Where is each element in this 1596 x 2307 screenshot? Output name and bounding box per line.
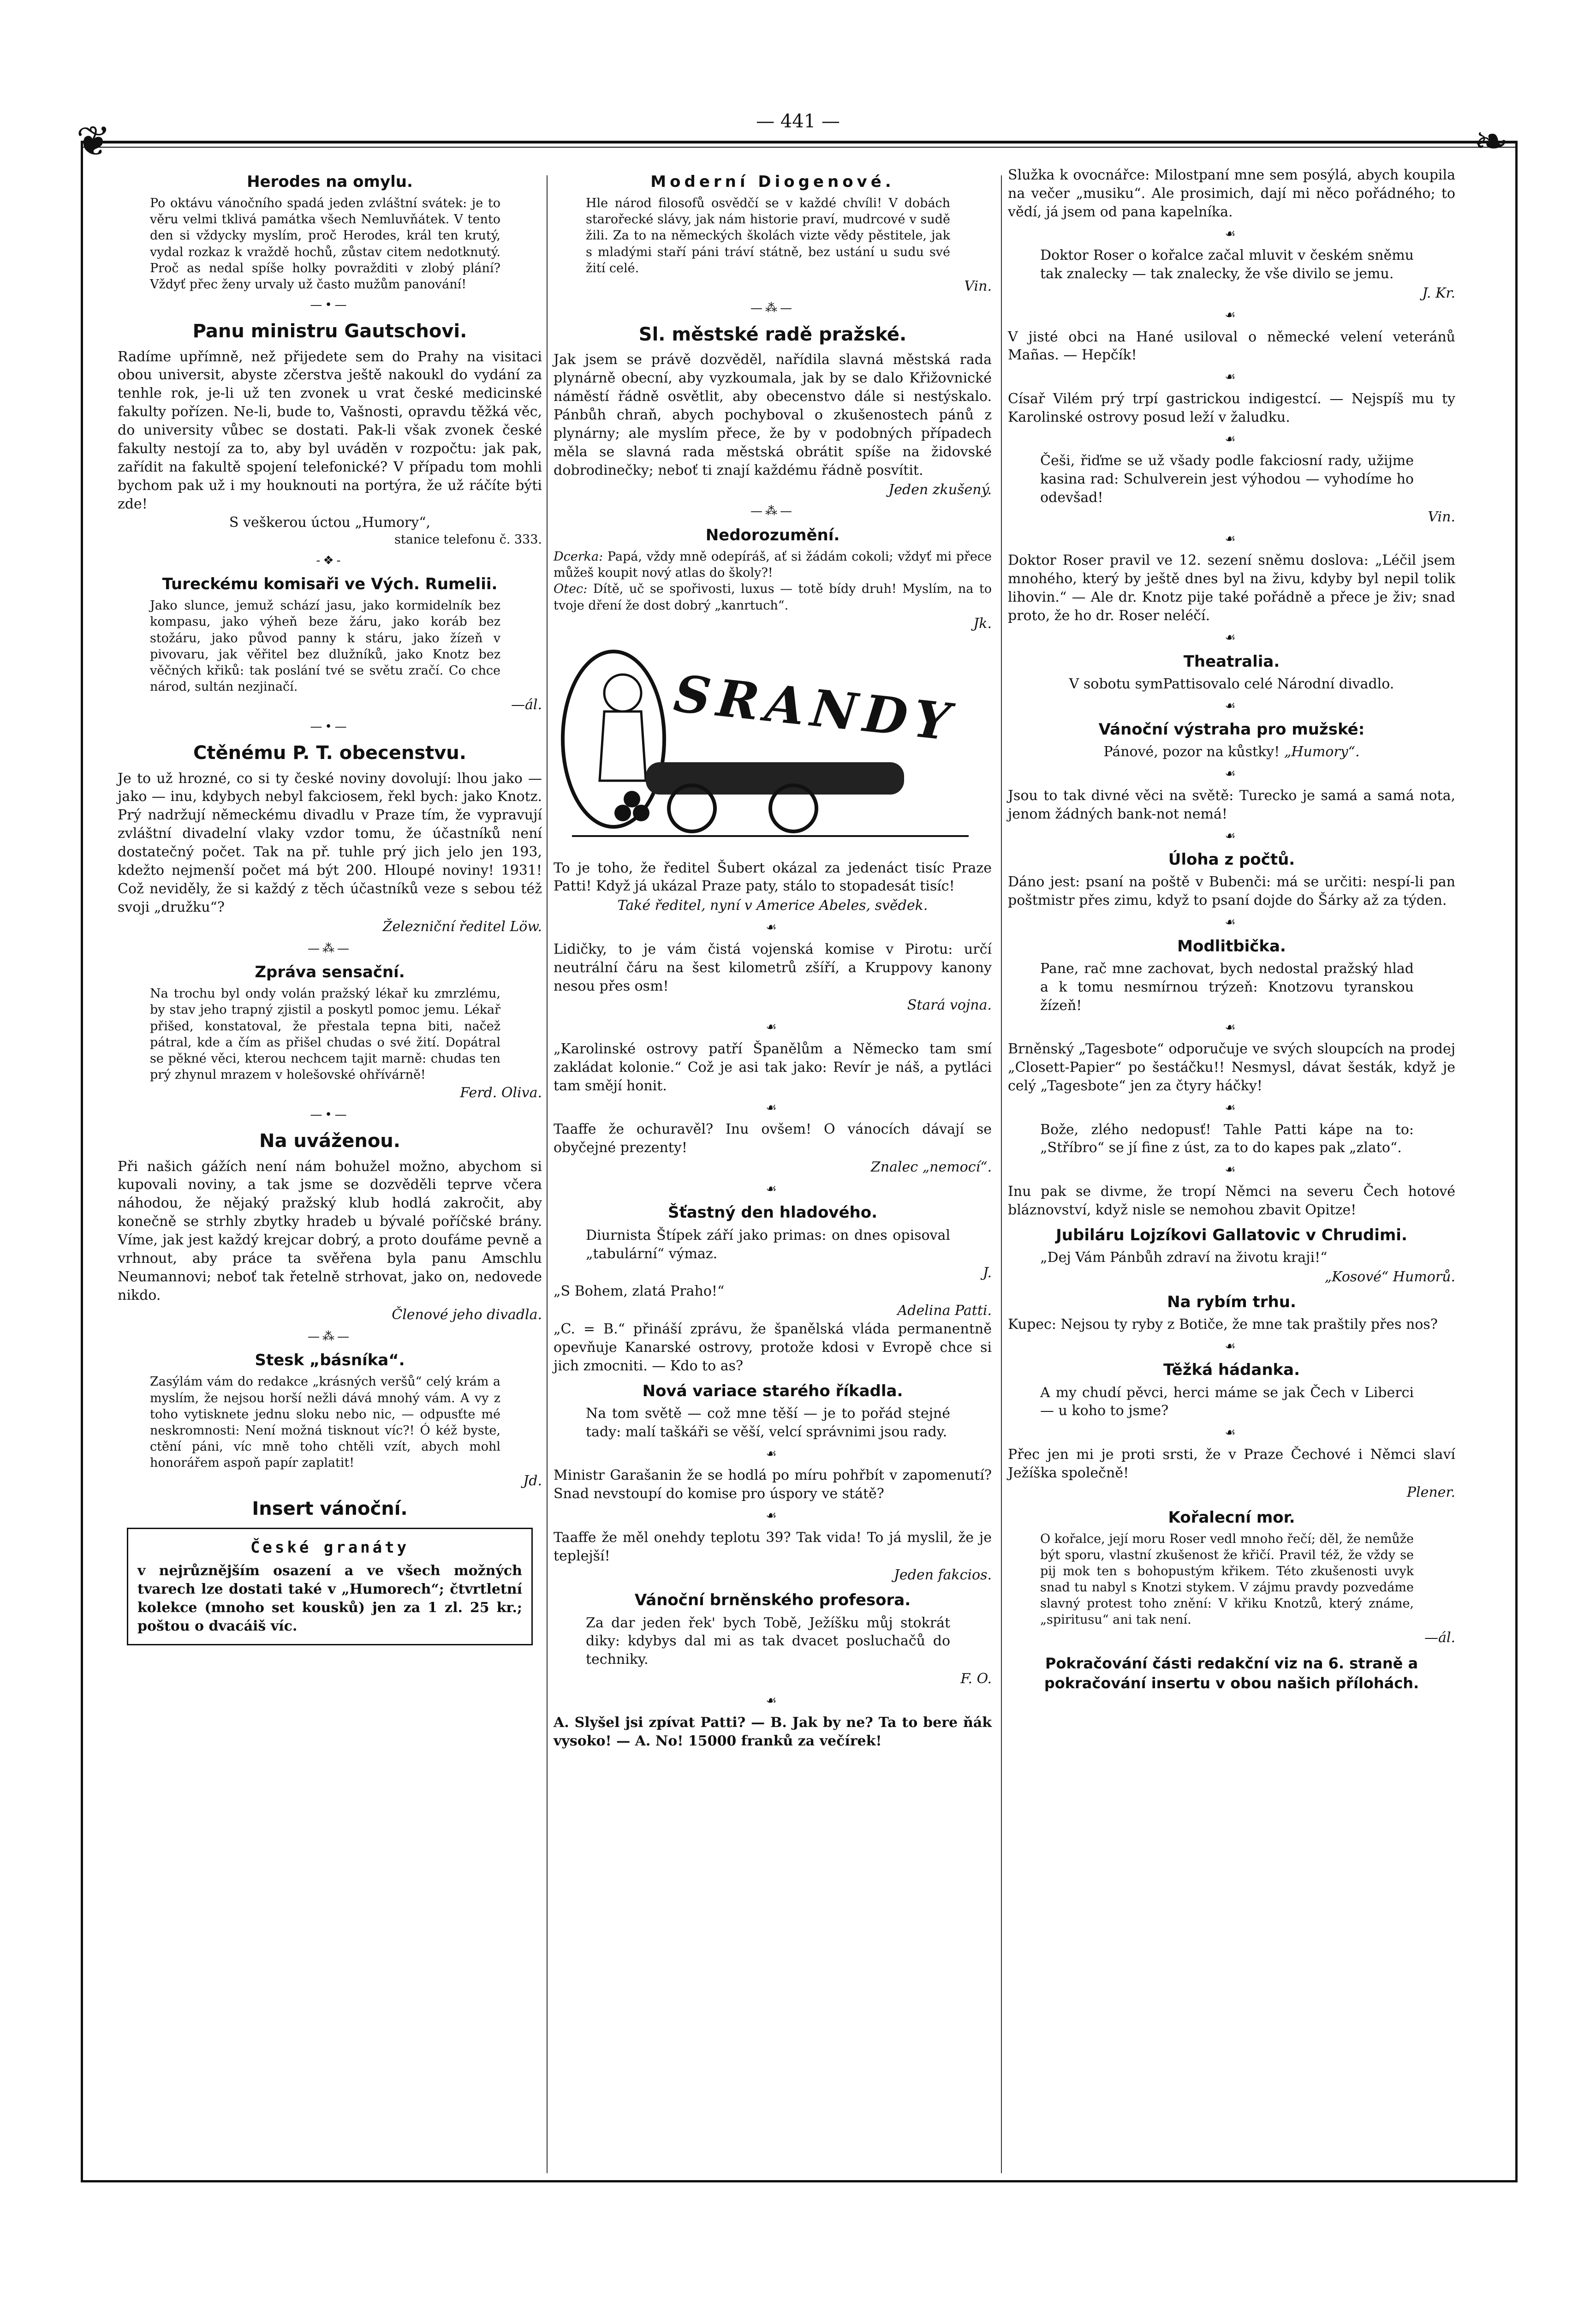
ornament-divider: ☙ [1225,1426,1239,1440]
ornament-divider: ☙ [766,920,780,935]
ornament-divider: ☙ [1225,532,1239,546]
ornament-divider: ☙ [1225,308,1239,322]
article-text: To je toho, že ředitel Šubert okázal za jedenáct tisíc Praze Patti! Když já ukázal Praze paty, stálo to stopadesát tisíc! [554,860,992,895]
article-text-part: Pánové, pozor na kůstky! [1103,744,1280,760]
page-frame-top-inner [81,147,1518,148]
page-frame-bottom [81,2180,1518,2182]
ornament-divider: -❖- [316,553,344,568]
article-text: Při našich gážích není nám bohužel možno, abychom si kupovali noviny, a tak jsme se dozvěděli teprve včera náhodou, že nějaký pražský klub hodlá zakročit, aby konečně se strhly zbytky hradeb u bývalé poříčské brány. Víme, jak jest každý krejcar dobrý, a proto doufáme pevně a vrhnout, aby práce ta svěřena byla panu Amschlu Neumannovi; neboť tak řetelně strhovat, jako on, nedovede nikdo. [118,1158,542,1303]
ornament-divider: ☙ [766,1446,780,1461]
article-heading: Kořalecní mor. [1168,1508,1295,1527]
corner-ornament-icon: ❧ [1474,117,1509,166]
advert-box [127,1528,533,1645]
signature: J. [983,1265,992,1281]
article-text: Taaffe že měl onehdy teplotu 39? Tak vida! To já myslil, že je teplejší! [554,1529,992,1564]
continuation-note: Pokračování části redakční viz na 6. straně a pokračování insertu v obou našich přílohách. [1044,1655,1419,1692]
signature: Stará vojna. [907,997,992,1014]
article-text: Přec jen mi je proti srsti, že v Praze Čechové i Němci slaví Ježíška společně! [1008,1446,1455,1481]
page-frame-left [81,141,83,2180]
article-heading: Stesk „básníka“. [255,1351,405,1370]
article-text: Doktor Roser pravil ve 12. sezení sněmu doslova: „Léčil jsem mnohého, který by ještě dnes byl na živu, kdyby byl nepil tolik lihovin.“ — Ale dr. Knotz pije také pořádně a přece je živ; snad proto, že ho dr. Roser neléčí. [1008,552,1455,624]
ornament-divider: ☙ [1225,630,1239,645]
signature: —ál. [1424,1630,1455,1646]
signature: Jd. [523,1472,542,1489]
illustration-srandy [554,642,992,850]
article-text: Císař Vilém prý trpí gastrickou indigestcí. — Nejspíš mu ty Karolinské ostrovy posud leží v žaludku. [1008,390,1455,425]
ornament-divider: ☙ [766,1182,780,1196]
speaker-label: Dcerka: [554,550,603,564]
ornament-divider: ☙ [766,1100,780,1115]
article-heading: Nedorozumění. [705,526,840,545]
article-heading: Vánoční brněnského profesora. [634,1591,911,1610]
ornament-divider: ☙ [1225,1100,1239,1115]
signature: Vin. [964,278,992,294]
article-text: „S Bohem, zlatá Praho!“ [554,1283,725,1300]
ornament-divider: —⁂— [308,941,352,956]
signature: Ferd. Oliva. [460,1084,542,1101]
article-heading: Jubiláru Lojzíkovi Gallatovic v Chrudimi. [1056,1225,1407,1244]
ornament-divider: —⁂— [750,301,795,315]
poem: Na tom světě — což mne těší — je to pořád stejné tady: malí taškáři se věší, velcí správnimi jsou rady. [586,1405,950,1440]
ornament-divider: ☙ [1225,767,1239,781]
dialogue-line [554,549,992,581]
ornament-divider: ☙ [766,1020,780,1034]
page-frame-right [1515,141,1518,2180]
column-2 [554,166,992,1751]
article-heading: Modlitbička. [1177,937,1286,956]
article-heading: Ctěnému P. T. obecenstvu. [193,742,466,764]
article-text: V jisté obci na Hané usiloval o německé velení veteránů Mañas. — Hepčík! [1008,329,1455,364]
article-heading: Insert vánoční. [252,1498,408,1519]
article-text: Radíme upřímně, než přijedete sem do Prahy na visitaci obou universit, abyste zčerstva ještě nakoukl do vydání za tenhle rok, je-li už ten zvonek u vrat české medicinské fakulty pořízen. Ne-li, bude to, Vašnosti, opravdu těžká věc, do university vůbec se dostati. Pak-li však zvonek české fakulty nestojí za to, aby byl uváděn v rozpočtu: jak pak, zařídit na fakultě spojení telefonické? V případu tom mohli bychom pak už i my houknouti na portýra, že už ráčíte býti zde! [118,348,542,512]
article-text: Služka k ovocnářce: Milostpaní mne sem posýlá, abych koupila na večer „musiku“. Ale prosimich, dají mi něco pořádného; to vědí, já jsem od pana kapelníka. [1008,167,1455,220]
article-text: A. Slyšel jsi zpívat Patti? — B. Jak by ne? Ta to bere ňák vysoko! — A. No! 15000 franků za večírek! [554,1714,992,1749]
article-heading: Těžká hádanka. [1163,1361,1300,1380]
column-3 [1008,166,1455,1693]
article-heading: Moderní Diogenové. [650,173,895,191]
dialogue-text: Dítě, uč se spořivosti, luxus — totě bídy druh! Myslím, na to tvoje dření že dost dobrý „kanrtuch“. [554,582,992,613]
signature: F. O. [960,1671,992,1687]
signature: —ál. [511,696,542,713]
ornament-divider: ☙ [1225,1339,1239,1353]
ornament-divider: ☙ [1225,915,1239,930]
article-text: Dáno jest: psaní na poště v Bubenči: má se určiti: nespí-li pan poštmistr přes zimu, když to psaní dojde do Šárky až za týden. [1008,874,1455,909]
signature: „Humory“. [1284,744,1360,760]
poem: Hle národ filosofů osvědčí se v každé chvíli! V dobách starořecké slávy, jak nám historie praví, mudrcové v sudě žili. Za to na německých školách vizte vědy pěstitele, jak s mladými staří páni tráví státně, bez ustání u sudu své žití celé. [586,196,950,275]
ornament-divider: —⁂— [308,1329,352,1344]
ornament-divider: ☙ [1225,829,1239,843]
page-number: — 441 — [756,111,840,132]
corner-ornament-icon: ❦ [76,117,111,166]
dialogue-text: Papá, vždy mně odepíráš, ať si žádám cokoli; vždyť mi přece můžeš koupit nový atlas do školy?! [554,550,992,580]
signature: Jeden fakcios. [893,1567,992,1584]
signature: „Kosové“ Humorů. [1324,1268,1455,1285]
article-heading: Sl. městské radě pražské. [638,324,907,346]
article-heading: Theatralia. [1183,652,1280,671]
article-heading: Na rybím trhu. [1167,1292,1296,1311]
column-divider [547,175,548,2173]
ornament-divider: ☙ [1225,1020,1239,1034]
article-text: V sobotu symPattisovalo celé Národní divadlo. [1069,675,1394,692]
ornament-divider: —•— [310,298,350,312]
article-text: Inu pak se divme, že tropí Němci na severu Čech hotové bláznovství, když nisle se nemohou zbavit Opitze! [1008,1183,1455,1218]
article-text: Kupec: Nejsou ty ryby z Botiče, že mne tak praštily přes nos? [1008,1316,1438,1333]
article-heading: Panu ministru Gautschovi. [192,321,467,342]
article-text [1008,743,1455,761]
article-heading: Tureckému komisaři ve Vých. Rumelii. [162,575,498,594]
column-divider [1001,175,1002,2173]
signature: Členové jeho divadla. [392,1306,542,1323]
signature: J. Kr. [1422,285,1455,302]
ornament-divider: —•— [310,719,350,734]
page-frame-top [81,141,1518,143]
article-heading: Šťastný den hladového. [667,1203,878,1222]
poem: Bože, zlého nedopusť! Tahle Patti kápe na to: „Stříbro“ se jí fine z úst, za to do kapes pak „zlato“. [1040,1121,1414,1156]
ornament-divider: ☙ [1225,432,1239,446]
poem: A my chudí pěvci, herci máme se jak Čech v Liberci — u koho to jsme? [1040,1384,1414,1419]
ornament-divider: ☙ [1225,370,1239,384]
article-text: Jsou to tak divné věci na světě: Turecko je samá a samá nota, jenom žádných bank-not nemá! [1008,787,1455,822]
advert-text: v nejrůznějším osazení a ve všech možných tvarech lze dostati také v „Humorech“; čtvrtletní kolekce (mnoho set kousků) jen za 1 zl. 25 kr.; poštou o dvacáiš víc. [137,1563,522,1634]
speaker-label: Otec: [554,582,588,597]
poem: Zasýlám vám do redakce „krásných veršů“ celý krám a myslím, že nejsou horší nežli dává mnohý vám. A vy z toho vytisknete jednu sloku nebo nic, — odpusťte mé neskromnosti: Není možná tisknout víc?! Ó kéž byste, ctění páni, víc mně toho chtěli vzít, abych mohl honorářem aspoň papír zaplatit! [150,1375,500,1470]
signature: Vin. [1428,508,1455,525]
article-heading: Nová variace starého říkadla. [642,1381,903,1400]
poem: Pane, rač mne zachovat, bych nedostal pražský hlad a k tomu nesmírnou trýzeň: Knotzovu tyranskou žízeň! [1040,961,1414,1014]
article-text: Brněnský „Tagesbote“ odporučuje ve svých sloupcích na prodej „Closett-Papier“ po šestáčku!! Nesmysl, dávat šesták, když je celý „Tagesbote“ jen za čtyry háčky! [1008,1041,1455,1094]
signature: Jeden zkušený. [888,481,992,498]
signature: Také ředitel, nyní v Americe Abeles, svědek. [617,897,928,914]
advert-title: České granáty [250,1538,410,1557]
signature: Jk. [973,615,992,632]
signature: stanice telefonu č. 333. [394,532,542,547]
poem: Za dar jeden řek' bych Tobě, Ježíšku můj stokrát diky: kdybys dal mi as tak dvacet posluchačů do techniky. [586,1614,950,1668]
ornament-divider: ☙ [1225,227,1239,241]
illustration-title: SRANDY [671,663,959,753]
dialogue-line [554,581,992,613]
article-text: Ministr Garašanin že se hodlá po míru pohřbít v zapomenutí? Snad nevstoupí do komise pro úspory ve státě? [554,1467,992,1502]
article-heading: Úloha z počtů. [1168,850,1295,869]
article-heading: Na uváženou. [259,1130,400,1152]
ornament-divider: ☙ [766,1694,780,1708]
ornament-divider: ☙ [1225,1163,1239,1177]
article-text: Taaffe že ochuravěl? Inu ovšem! O vánocích dávají se obyčejné prezenty! [554,1121,992,1156]
signature: Železniční ředitel Löw. [382,918,542,935]
article-text: „C. = B.“ přináší zprávu, že španělská vláda permanentně opevňuje Kanarské ostrovy, protože kdosi v Evropě chce si jich zmocniti. — Kdo to as? [554,1321,992,1374]
column-1 [118,166,542,1652]
ornament-divider: —•— [310,1107,350,1122]
poem: Jako slunce, jemuž schází jasu, jako kormidelník bez kompasu, jako výheň beze žáru, jako koráb bez stožáru, jako původ panny k stáru, jako žízeň v pivovaru, jak věřitel bez dlužníků, jako Knotz bez věčných křiků: tak poslání tvé se světu zračí. Co chce národ, sultán nezjinačí. [150,598,500,694]
poem: „Dej Vám Pánbůh zdraví na životu kraji!“ [1040,1249,1328,1266]
poem: Doktor Roser o kořalce začal mluvit v českém sněmu tak znalecky — tak znalecky, že vše divilo se jemu. [1040,247,1414,282]
poem: O kořalce, její moru Roser vedl mnoho řečí; děl, že nemůže být sporu, vlastní zkušenost že křičí. Pravil též, že vždy se pij mok ten s bohopustým křikem. Této zkušenosti uvyk snad tu nabyl s Knotzi stykem. V zájmu pravdy pozvedáme slavný protest toho znění: V křiku Knotzů, který známe, „spiritusu“ ani tak není. [1040,1531,1414,1627]
poem: Češi, řiďme se už všady podle fakciosní rady, užijme kasina rad: Schulverein jest výhodou — vyhodíme ho odevšad! [1040,453,1414,506]
poem: Diurnista Štípek září jako primas: on dnes opisoval „tabulární“ výmaz. [586,1227,950,1262]
signature: Znalec „nemocí“. [870,1159,992,1175]
poem: Na trochu byl ondy volán pražský lékař ku zmrzlému, by stav jeho trapný zjistil a poskytl pomoc jemu. Lékař přišed, konstatoval, že přestala tepna biti, načež pátral, kde a čím as přišel chudas o své žití. Dopátral se pěkné věci, kterou nechcem tajit marně: chudas ten prý zhynul mrazem v holešovské ohřívárně! [150,986,500,1082]
signature: Plener. [1406,1484,1455,1500]
article-text: „Karolinské ostrovy patří Španělům a Německo tam smí zakládat kolonie.“ Což je asi tak jako: Revír je náš, a pytláci tam smějí honit. [554,1040,992,1094]
poem: Po oktávu vánočního spadá jeden zvláštní svátek: je to věru velmi tklivá památka všech Nemluvňátek. V tento den si vždycky myslím, proč Herodes, král ten krutý, vydal rozkaz k vraždě hochů, zůstav citem nedotknutý. Proč as nedal spíše holky povražditi v zlobý plání? Vždyť přec ženy urvaly už často mužům panování! [150,196,500,292]
ornament-divider: —⁂— [750,504,795,519]
article-heading: Zpráva sensační. [255,963,405,982]
article-heading: Herodes na omylu. [247,173,413,191]
article-text: Jak jsem se právě dozvěděl, nařídila slavná městská rada plynárně obecní, aby vyzkoumala, jak by se dalo Křižovnické náměstí řádně osvětlit, aby obecenstvo dále si nestýskalo. Pánbůh chraň, abych pochyboval o zkušenostech pánů z plynárny; ale myslím přece, že by v podobných případech měla se slavná rada městská obrátit spíše na židovské dobrodinečky; neboť ti znají každému řádně posvítit. [554,352,992,478]
article-heading: Vánoční výstraha pro mužské: [1098,720,1365,739]
signature: S veškerou úctou „Humory“, [229,514,431,531]
article-text: Lidičky, to je vám čistá vojenská komise v Pirotu: určí neutrální čáru na šest kilometrů zšíří, a Kruppovy kanony nesou přes osm! [554,941,992,994]
article-text: Je to už hrozné, co si ty české noviny dovolují: lhou jako — jako — inu, kdybych nebyl fakciosem, řekl bych: jako Knotz. Prý nadržují německému divadlu v Praze tím, že vypravují zvláštní divadelní vlaky vzdor tomu, že účastníků není dostatečný počet. Tak na př. tuhle prý jich jelo jen 193, kdežto nejmenší počet má být 200. Hloupé noviny! 1931! Což neviděly, že si každý z těch účastníků veze s sebou též svoji „družku“? [118,770,542,915]
ornament-divider: ☙ [766,1509,780,1523]
ornament-divider: ☙ [1225,699,1239,713]
signature: Adelina Patti. [897,1303,992,1319]
